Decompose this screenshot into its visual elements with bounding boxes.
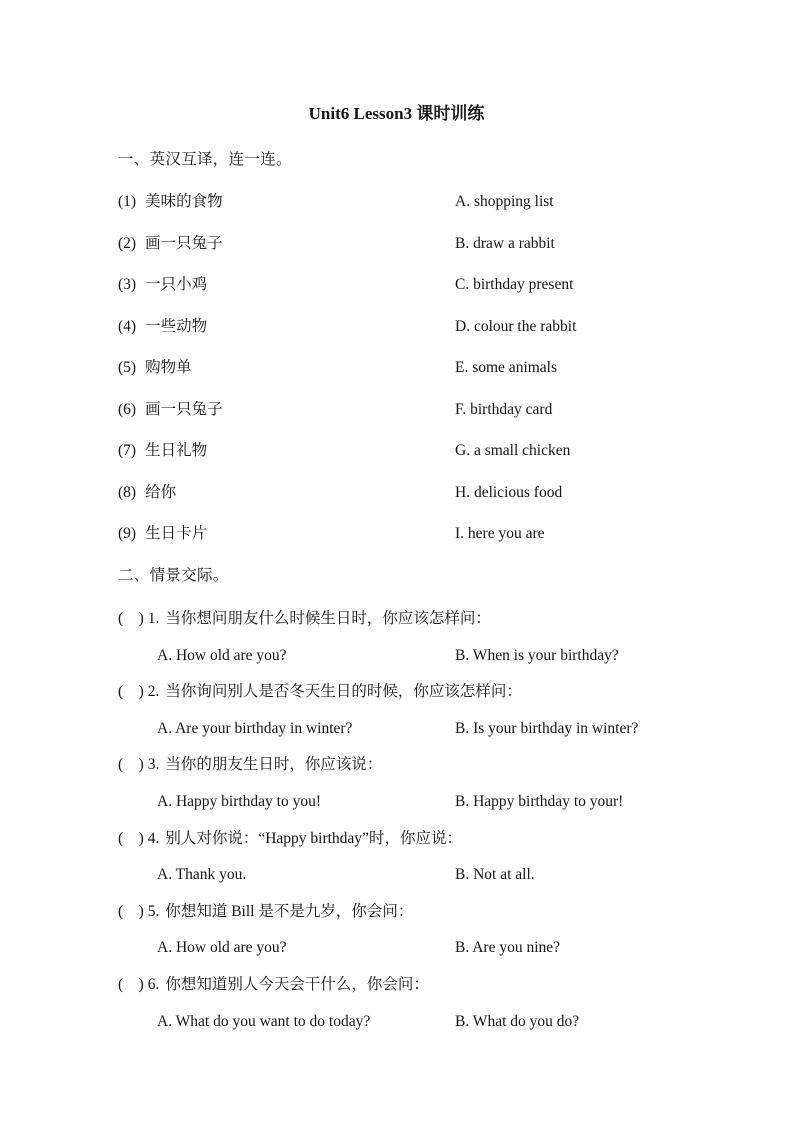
option-b: B. Is your birthday in winter?: [455, 720, 639, 737]
match-english-option: I. here you are: [455, 525, 545, 542]
match-number: (3): [118, 276, 137, 293]
options-row: [157, 864, 535, 885]
match-number: (6): [118, 401, 137, 418]
match-chinese: 给你: [145, 484, 177, 501]
match-number: (8): [118, 484, 137, 501]
question-blank-label: ( ) 6.: [118, 976, 160, 993]
match-chinese: 一只小鸡: [145, 276, 208, 293]
match-row: [118, 357, 558, 378]
match-english-option: F. birthday card: [455, 401, 553, 418]
question-row: [118, 828, 462, 849]
match-row: [118, 274, 574, 295]
match-row: [118, 191, 554, 212]
match-row: [118, 233, 555, 254]
options-row: [157, 718, 639, 739]
question-row: [118, 974, 429, 995]
match-english-option: C. birthday present: [455, 276, 574, 293]
match-number: (4): [118, 318, 137, 335]
match-row: [118, 440, 571, 461]
question-text: 当你想问朋友什么时候生日时，你应该怎样问：: [165, 610, 491, 627]
match-row: [118, 482, 563, 503]
match-english-option: G. a small chicken: [455, 442, 571, 459]
match-number: (2): [118, 235, 137, 252]
option-a: A. Are your birthday in winter?: [157, 720, 353, 737]
option-b: B. What do you do?: [455, 1013, 580, 1030]
options-row: [157, 937, 561, 958]
option-b: B. Happy birthday to your!: [455, 793, 624, 810]
match-chinese: 一些动物: [145, 318, 208, 335]
option-a: A. Happy birthday to you!: [157, 793, 322, 810]
section1-heading: 一、英汉互译，连一连。: [118, 151, 292, 168]
option-b: B. When is your birthday?: [455, 647, 619, 664]
match-number: (5): [118, 359, 137, 376]
option-b: B. Not at all.: [455, 866, 535, 883]
options-row: [157, 1011, 580, 1032]
question-row: [118, 901, 413, 922]
question-text: 别人对你说：“Happy birthday”时，你应说：: [165, 830, 462, 847]
match-chinese: 美味的食物: [145, 193, 223, 210]
match-english-option: H. delicious food: [455, 484, 563, 501]
match-chinese: 生日礼物: [145, 442, 208, 459]
question-text: 当你询问别人是否冬天生日的时候，你应该怎样问：: [165, 683, 522, 700]
match-chinese: 生日卡片: [145, 525, 208, 542]
match-number: (9): [118, 525, 137, 542]
page-title: Unit6 Lesson3 课时训练: [308, 104, 485, 123]
option-a: A. How old are you?: [157, 939, 287, 956]
question-blank-label: ( ) 2.: [118, 683, 160, 700]
match-chinese: 画一只兔子: [145, 235, 223, 252]
question-row: [118, 754, 382, 775]
match-english-option: D. colour the rabbit: [455, 318, 577, 335]
options-row: [157, 645, 619, 666]
question-text: 当你的朋友生日时，你应该说：: [165, 756, 383, 773]
options-row: [157, 791, 624, 812]
option-a: A. What do you want to do today?: [157, 1013, 371, 1030]
match-row: [118, 523, 545, 544]
question-blank-label: ( ) 1.: [118, 610, 160, 627]
question-row: [118, 681, 522, 702]
section2-heading: 二、情景交际。: [118, 567, 229, 584]
match-english-option: A. shopping list: [455, 193, 554, 210]
option-a: A. Thank you.: [157, 866, 247, 883]
match-english-option: B. draw a rabbit: [455, 235, 555, 252]
match-number: (7): [118, 442, 137, 459]
option-b: B. Are you nine?: [455, 939, 561, 956]
match-chinese: 购物单: [145, 359, 192, 376]
question-text: 你想知道 Bill 是不是九岁，你会问：: [165, 903, 414, 920]
match-english-option: E. some animals: [455, 359, 558, 376]
match-row: [118, 316, 577, 337]
question-blank-label: ( ) 5.: [118, 903, 160, 920]
question-blank-label: ( ) 3.: [118, 756, 160, 773]
match-row: [118, 399, 553, 420]
match-number: (1): [118, 193, 137, 210]
question-row: [118, 608, 491, 629]
question-text: 你想知道别人今天会干什么，你会问：: [165, 976, 429, 993]
option-a: A. How old are you?: [157, 647, 287, 664]
match-chinese: 画一只兔子: [145, 401, 223, 418]
question-blank-label: ( ) 4.: [118, 830, 160, 847]
